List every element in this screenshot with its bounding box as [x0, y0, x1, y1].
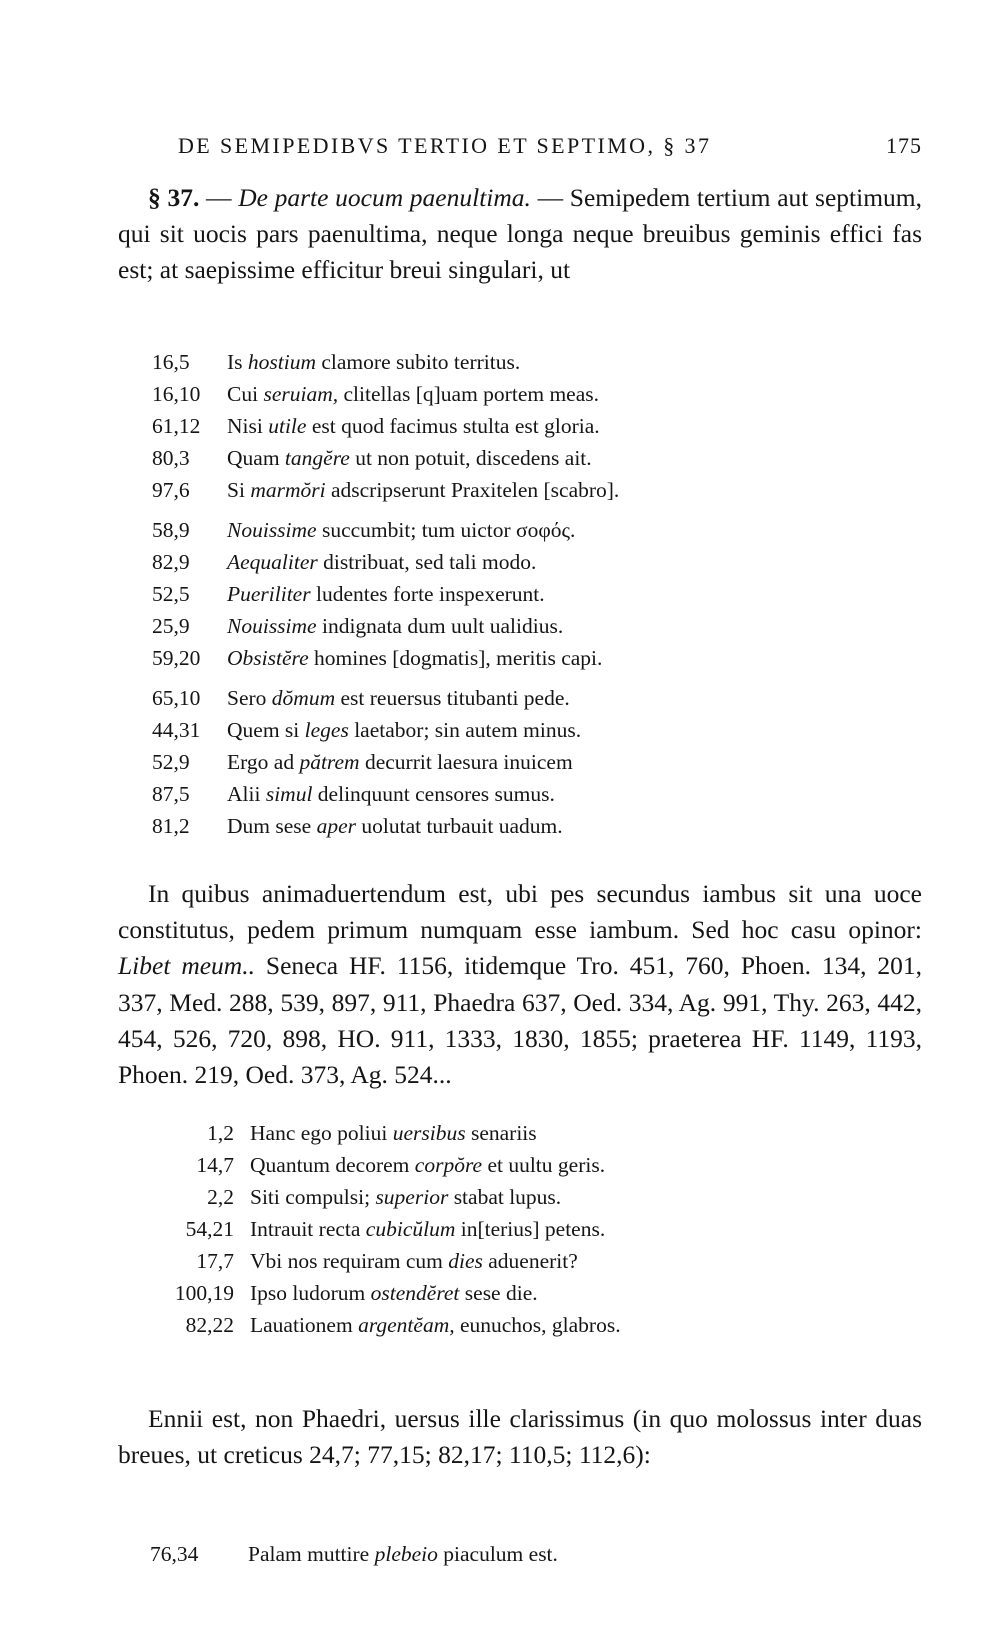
verse-reference: 82,9	[152, 550, 190, 574]
verse-text	[250, 1185, 561, 1210]
verse-emphasis: plebeio	[374, 1542, 438, 1566]
verse-text-end: stabat lupus.	[448, 1185, 562, 1209]
verse-emphasis: hostium	[247, 350, 316, 374]
verse-text-start: Ergo ad	[227, 750, 300, 774]
verse-text-start: Intrauit recta	[250, 1217, 366, 1241]
verse-text-start: Siti compulsi;	[250, 1185, 376, 1209]
verse-text	[250, 1249, 578, 1274]
intro-paragraph	[118, 180, 922, 289]
commentary-references: Seneca HF. 1156, itidemque Tro. 451, 760, Phoen. 134, 201, 337, Med. 288, 539, 897, 911, Phaedra 637, Oed. 334, Ag. 991, Thy. 263, 442, 454, 526, 720, 898, HO. 911, 1333, 1830, 1855; praeterea HF. 1149, 1193, Phoen. 219, Oed. 373, Ag. 524...	[118, 951, 923, 1090]
verse-reference: 1,2	[207, 1121, 234, 1145]
verse-text	[250, 1313, 621, 1338]
verse-emphasis: superior	[375, 1185, 449, 1209]
verse-text-start: Quantum decorem	[250, 1153, 415, 1177]
verse-text-end: indignata dum uult ualidius.	[316, 614, 564, 638]
verse-text-end: uolutat turbauit uadum.	[356, 814, 563, 838]
verse-text-start: Alii	[227, 782, 266, 806]
verse-text-end: laetabor; sin autem minus.	[348, 718, 582, 742]
verse-reference: 65,10	[152, 686, 201, 710]
verse-reference: 82,22	[185, 1313, 234, 1337]
verse-emphasis: Nouissime	[227, 614, 317, 638]
page-number: 175	[886, 133, 922, 158]
verse-reference: 54,21	[185, 1217, 234, 1241]
verse-text-end: et uultu geris.	[482, 1153, 606, 1177]
closing-text: Ennii est, non Phaedri, uersus ille clarissimus (in quo molossus inter duas breues, ut creticus 24,7; 77,15; 82,17; 110,5; 112,6):	[118, 1404, 922, 1470]
verse-text-start: Si	[227, 478, 251, 502]
verse-reference: 52,5	[152, 582, 190, 606]
verse-text-start: Ipso ludorum	[250, 1281, 371, 1305]
verse-text	[250, 1281, 538, 1306]
verse-text-start: Is	[227, 350, 248, 374]
verse-text-start: Hanc ego poliui	[250, 1121, 393, 1145]
verse-text	[227, 550, 536, 575]
verse-text-end: ludentes forte inspexerunt.	[310, 582, 545, 606]
verse-text-start: Lauationem	[250, 1313, 359, 1337]
running-title: DE SEMIPEDIBVS TERTIO ET SEPTIMO, § 37	[178, 133, 712, 158]
verse-reference: 52,9	[152, 750, 190, 774]
verse-emphasis: Nouissime	[227, 518, 317, 542]
verse-text-start: Palam muttire	[248, 1542, 375, 1566]
verse-text	[227, 518, 575, 543]
verse-text-end: in[terius] petens.	[455, 1217, 606, 1241]
commentary-paragraph	[118, 876, 922, 1093]
verse-text-end: piaculum est.	[437, 1542, 558, 1566]
verse-text	[227, 782, 555, 807]
verse-text-start: Vbi nos requiram cum	[250, 1249, 449, 1273]
verse-reference: 87,5	[152, 782, 190, 806]
verse-text-end: est quod facimus stulta est gloria.	[306, 414, 600, 438]
verse-text-end: adscripserunt Praxitelen [scabro].	[325, 478, 620, 502]
verse-text-end: est reuersus titubanti pede.	[335, 686, 570, 710]
verse-text-end: succumbit; tum uictor σοφός.	[316, 518, 576, 542]
verse-reference: 59,20	[152, 646, 201, 670]
verse-text-end: delinquunt censores sumus.	[312, 782, 555, 806]
verse-emphasis: simul	[265, 782, 313, 806]
verse-emphasis: seruiam,	[263, 382, 339, 406]
section-title: De parte uocum paenultima.	[238, 183, 531, 212]
verse-emphasis: aper	[316, 814, 356, 838]
verse-emphasis: cubicŭlum	[365, 1217, 456, 1241]
verse-reference: 100,19	[174, 1281, 234, 1305]
verse-reference: 25,9	[152, 614, 190, 638]
verse-text-end: sese die.	[459, 1281, 538, 1305]
verse-text	[227, 382, 599, 407]
verse-emphasis: Pueriliter	[227, 582, 311, 606]
verse-reference: 61,12	[152, 414, 201, 438]
verse-text	[227, 350, 520, 375]
verse-emphasis: dŏmum	[271, 686, 336, 710]
verse-text	[250, 1217, 605, 1242]
verse-text-end: homines [dogmatis], meritis capi.	[308, 646, 603, 670]
quoted-phrase: Libet meum..	[118, 951, 255, 981]
verse-emphasis: argentĕam,	[358, 1313, 455, 1337]
verse-reference: 16,5	[152, 350, 190, 374]
verse-emphasis: uersibus	[392, 1121, 466, 1145]
verse-text	[227, 750, 573, 775]
verse-emphasis: dies	[448, 1249, 483, 1273]
verse-text	[250, 1121, 537, 1146]
verse-emphasis: utile	[268, 414, 307, 438]
verse-text-end: eunuchos, glabros.	[454, 1313, 621, 1337]
verse-text-start: Sero	[227, 686, 272, 710]
verse-reference: 16,10	[152, 382, 201, 406]
verse-reference: 80,3	[152, 446, 190, 470]
verse-emphasis: corpŏre	[414, 1153, 483, 1177]
verse-text	[227, 718, 581, 743]
verse-emphasis: leges	[304, 718, 349, 742]
verse-emphasis: tangĕre	[284, 446, 350, 470]
verse-text	[227, 686, 570, 711]
verse-emphasis: Aequaliter	[227, 550, 318, 574]
dash: —	[199, 183, 239, 212]
verse-emphasis: ostendĕret	[370, 1281, 460, 1305]
verse-reference: 14,7	[196, 1153, 234, 1177]
verse-reference: 76,34	[150, 1542, 199, 1566]
verse-reference: 97,6	[152, 478, 190, 502]
verse-text	[227, 814, 563, 839]
verse-text	[248, 1542, 558, 1567]
verse-emphasis: pătrem	[299, 750, 360, 774]
verse-reference: 17,7	[196, 1249, 234, 1273]
closing-paragraph	[118, 1401, 922, 1473]
verse-reference: 44,31	[152, 718, 201, 742]
verse-text-end: aduenerit?	[482, 1249, 578, 1273]
running-header	[178, 133, 922, 167]
verse-text-end: ut non potuit, discedens ait.	[349, 446, 592, 470]
verse-emphasis: marmŏri	[250, 478, 326, 502]
verse-text	[250, 1153, 605, 1178]
verse-reference: 81,2	[152, 814, 190, 838]
verse-text-start: Nisi	[227, 414, 269, 438]
verse-text-end: senariis	[465, 1121, 537, 1145]
verse-text-start: Quem si	[227, 718, 305, 742]
verse-text	[227, 478, 619, 503]
verse-text-end: clitellas [q]uam portem meas.	[338, 382, 600, 406]
intro-text: Semipedem tertium aut septimum, qui sit uocis pars paenultima, neque longa neque breuibus geminis effici fas est; at saepissime efficitur breui singulari, ut	[118, 183, 922, 285]
verse-text-end: clamore subito territus.	[316, 350, 521, 374]
verse-text	[227, 582, 545, 607]
verse-text	[227, 414, 600, 439]
verse-emphasis: Obsistĕre	[227, 646, 309, 670]
verse-text	[227, 646, 602, 671]
verse-reference: 2,2	[207, 1185, 234, 1209]
verse-text-start: Quam	[227, 446, 285, 470]
verse-reference: 58,9	[152, 518, 190, 542]
commentary-text: In quibus animaduertendum est, ubi pes secundus iambus sit una uoce constitutus, pedem primum numquam esse iambum. Sed hoc casu opinor:	[118, 879, 922, 945]
verse-text-start: Dum sese	[227, 814, 317, 838]
verse-text	[227, 614, 563, 639]
verse-text-end: decurrit laesura inuicem	[359, 750, 573, 774]
verse-text-end: distribuat, sed tali modo.	[317, 550, 537, 574]
verse-text-start: Cui	[227, 382, 264, 406]
section-mark: § 37.	[148, 183, 200, 212]
verse-text	[227, 446, 592, 471]
dash: —	[530, 183, 570, 212]
